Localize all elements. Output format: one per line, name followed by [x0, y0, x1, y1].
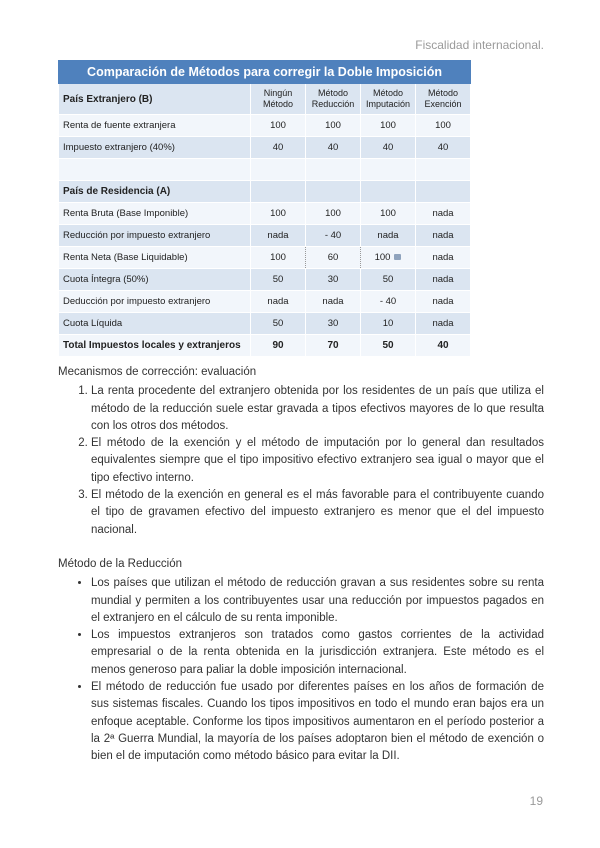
list-item: • El método de reducción fue usado por diferentes países en los años de formación de sus sistemas fiscales. Cuando los tipos impositivos en todo el mundo eran bajos era un enfoque aceptable. Conforme los tipos impositivos aumentaron en el período posterior a la 2ª Guerra Mundial, la mayoría de los países adoptaron bien el método de exención o bien el de imputación como método básico para evitar la DII.: [91, 679, 544, 765]
list-item: 1. La renta procedente del extranjero obtenida por los residentes de un país que utiliza el método de la reducción suele estar gravada a tipos efectivos mayores de lo que resulta con los otros dos métodos.: [91, 383, 544, 435]
page-number: 19: [529, 794, 543, 808]
table-row: Renta Bruta (Base Imponible) 100 100 100 nada: [59, 203, 471, 225]
table-row: Cuota Íntegra (50%) 50 30 50 nada: [59, 269, 471, 291]
table-row: [59, 181, 471, 203]
column-header: Método Exención: [416, 84, 471, 115]
column-header: Método Reducción: [306, 84, 361, 115]
column-header: Método Imputación: [361, 84, 416, 115]
running-header: Fiscalidad internacional.: [415, 38, 544, 52]
table-row: Deducción por impuesto extranjero nada nada - 40 nada: [59, 291, 471, 313]
table-row: Reducción por impuesto extranjero nada - 40 nada nada: [59, 225, 471, 247]
table-row: Impuesto extranjero (40%) 40 40 40 40: [59, 137, 471, 159]
table-total-row: Total Impuestos locales y extranjeros 90 70 50 40: [59, 335, 471, 357]
column-header: Ningún Método: [251, 84, 306, 115]
table-row-empty: [59, 159, 471, 181]
list-item: • Los países que utilizan el método de reducción gravan a sus residentes sobre su renta mundial y permiten a los contribuyentes usar una reducción por impuestos pagados en el extranjero en el cálculo de su renta imponible.: [91, 575, 544, 627]
list-item: 3. El método de la exención en general es el más favorable para el contribuyente cuando el tipo de gravamen efectivo del impuesto extranjero es menor que el del impuesto nacional.: [91, 487, 544, 539]
section-header-residence: País de Residencia (A): [59, 181, 251, 203]
table-title: Comparación de Métodos para corregir la Doble Imposición: [59, 61, 471, 84]
section-title: Método de la Reducción: [58, 558, 183, 570]
table-row: Renta Neta (Base Liquidable) 100 60 100 nada: [59, 247, 471, 269]
list-item: 2. El método de la exención y el método de imputación por lo general dan resultados equivalentes siempre que el tipo impositivo efectivo extranjero sea igual o mayor que el tipo efectivo interno.: [91, 435, 544, 487]
table-row: Renta de fuente extranjera 100 100 100 100: [59, 115, 471, 137]
evaluation-section: [58, 364, 544, 539]
list-item: • Los impuestos extranjeros son tratados como gastos corrientes de la actividad empresarial o de la renta obtenida en la jurisdicción extranjera. Este método es el menos generoso para paliar la doble imposición internacional.: [91, 627, 544, 679]
section-header-foreign: País Extranjero (B): [59, 84, 251, 115]
cell-marker-icon: [394, 254, 401, 260]
table-row: Cuota Líquida 50 30 10 nada: [59, 313, 471, 335]
comparison-table: [58, 60, 470, 357]
section-title: Mecanismos de corrección: evaluación: [58, 366, 257, 378]
reduction-method-section: [58, 556, 544, 766]
